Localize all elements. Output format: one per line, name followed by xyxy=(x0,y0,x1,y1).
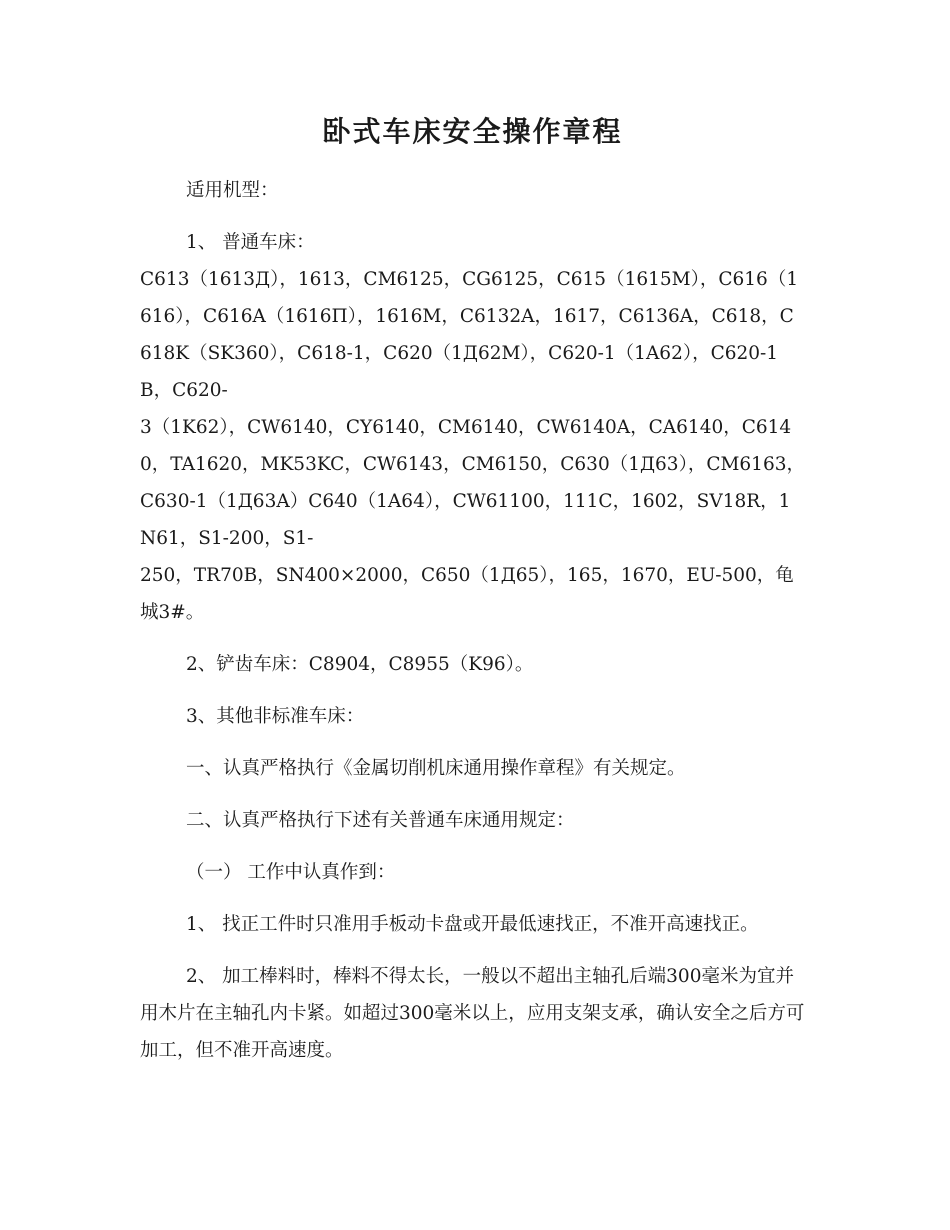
paragraph-nonstandard-lathe: 3、其他非标准车床： xyxy=(186,706,365,727)
document-page xyxy=(140,108,805,1069)
paragraph-relief-lathe: 2、铲齿车床：C8904，C8955（K96）。 xyxy=(186,654,534,675)
paragraph-rule-two: 二、认真严格执行下述有关普通车床通用规定： xyxy=(186,810,575,831)
paragraph-model-list-2: 3（1K62），CW6140，CY6140，CM6140，CW6140A，CA6140，C6140，TA1620，MK53KC，CW6143，CM6150，C630（1Д63），CM6163，C630-1（1Д63A）C640（1A64），CW61100，111C，1602，SV18R，1N61，S1-200，S1- xyxy=(140,417,805,549)
paragraph-model-list-3: 250，TR70B，SN400×2000，C650（1Д65），165，1670，EU-500，龟城3#。 xyxy=(140,565,794,623)
paragraph-rule-one: 一、认真严格执行《金属切削机床通用操作章程》有关规定。 xyxy=(186,758,686,779)
paragraph-item-1: 1、 找正工件时只准用手板动卡盘或开最低速找正，不准开高速找正。 xyxy=(186,914,759,935)
paragraph-item-2: 2、 加工棒料时，棒料不得太长，一般以不超出主轴孔后端300毫米为宜并用木片在主轴孔内卡紧。如超过300毫米以上，应用支架支承，确认安全之后方可加工，但不准开高速度。 xyxy=(140,966,805,1061)
paragraph-model-list-1: C613（1613Д），1613，CM6125，CG6125，C615（1615M），C616（1616），C616A（1616Π），1616M，C6132A，1617，C6136A，C618，C618K（SK360），C618-1，C620（1Д62M），C620-1（1A62），C620-1B，C620- xyxy=(140,269,799,401)
paragraph-section-heading: （一） 工作中认真作到： xyxy=(186,862,396,883)
paragraph-ordinary-lathe-heading: 1、 普通车床： xyxy=(186,232,315,253)
paragraph-applicable-models: 适用机型： xyxy=(186,180,279,201)
document-title: 卧式车床安全操作章程 xyxy=(322,115,623,148)
